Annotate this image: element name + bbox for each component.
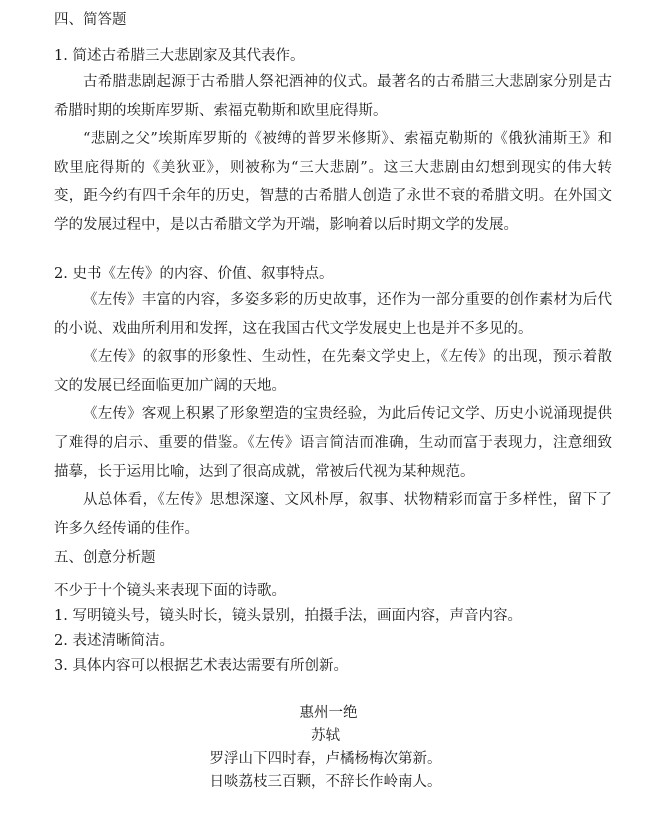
section-heading-short-answer: 四、简答题 <box>54 12 127 28</box>
question-2-paragraph-4: 从总体看，《左传》思想深邃、文风朴厚，叙事、状物精彩而富于多样性，留下了许多久经传诵的佳作。 <box>54 492 612 537</box>
requirement-item-3: 3. 具体内容可以根据艺术表达需要有所创新。 <box>54 658 348 674</box>
question-2-title: 2. 史书《左传》的内容、价值、叙事特点。 <box>54 266 334 282</box>
section-heading-creative-analysis: 五、创意分析题 <box>54 550 156 566</box>
requirement-item-2: 2. 表述清晰简洁。 <box>54 633 174 649</box>
poem-author: 苏轼 <box>311 728 340 744</box>
requirement-item-1: 1. 写明镜头号，镜头时长，镜头景别，拍摄手法，画面内容，声音内容。 <box>54 608 522 624</box>
question-1-paragraph-1: 古希腊悲剧起源于古希腊人祭祀酒神的仪式。最著名的古希腊三大悲剧家分别是古希腊时期的埃斯库罗斯、索福克勒斯和欧里庇得斯。 <box>54 74 612 119</box>
poem-line-1: 罗浮山下四时春，卢橘杨梅次第新。 <box>209 751 442 767</box>
poem-line-2: 日啖荔枝三百颗，不辞长作岭南人。 <box>209 774 442 790</box>
question-2-paragraph-3: 《左传》客观上积累了形象塑造的宝贵经验，为此后传记文学、历史小说涌现提供了难得的启示、重要的借鉴。《左传》语言简洁而准确，生动而富于表现力，注意细致描摹，长于运用比喻，达到了很高成就，常被后代视为某种规范。 <box>54 406 612 480</box>
question-2-paragraph-2: 《左传》的叙事的形象性、生动性，在先秦文学史上，《左传》的出现，预示着散文的发展已经面临更加广阔的天地。 <box>54 349 612 394</box>
question-2-paragraph-1: 《左传》丰富的内容，多姿多彩的历史故事，还作为一部分重要的创作素材为后代的小说、戏曲所利用和发挥，这在我国古代文学发展史上也是并不多见的。 <box>54 292 612 337</box>
section-5-intro: 不少于十个镜头来表现下面的诗歌。 <box>54 583 286 599</box>
poem-title: 惠州一绝 <box>299 705 358 721</box>
question-1-paragraph-2: “悲剧之父”埃斯库罗斯的《被缚的普罗米修斯》、索福克勒斯的《俄狄浦斯王》和欧里庇得斯的《美狄亚》，则被称为“三大悲剧”。这三大悲剧由幻想到现实的伟大转变，距今约有四千余年的历史，智慧的古希腊人创造了永世不衰的希腊文明。在外国文学的发展过程中，是以古希腊文学为开端，影响着以后时期文学的发展。 <box>54 131 612 233</box>
question-1-title: 1. 简述古希腊三大悲剧家及其代表作。 <box>54 48 305 64</box>
